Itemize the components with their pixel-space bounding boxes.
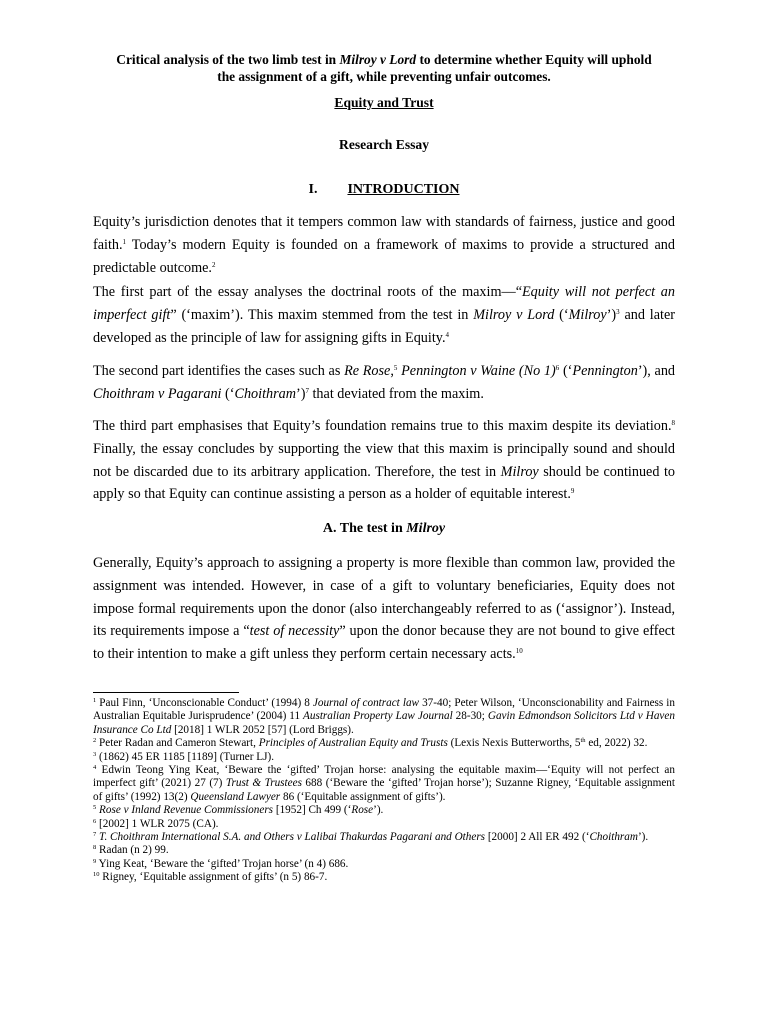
section-title: INTRODUCTION (347, 182, 460, 197)
footnotes (93, 697, 675, 885)
title-text-3: the assignment of a gift, while preventing unfair outcomes. (217, 68, 551, 84)
footnote-ref-4[interactable]: 4 (445, 330, 450, 339)
footnote-ref-10[interactable]: 10 (515, 647, 523, 656)
footnote-2: $^2$ Peter Radan and Cameron Stewart, Principles of Australian Equity and Trusts (Lexis Nexis Butterworths, 5th ed, 2022) 32. (93, 737, 648, 750)
footnote-ref-5[interactable]: 5 (393, 364, 398, 372)
title-text-1: Critical analysis of the two limb test in (116, 52, 340, 67)
footnote-9: $^9$ Ying Keat, ‘Beware the ‘gifted’ Trojan horse’ (n 4) 686. (93, 857, 349, 870)
footnote-ref-3[interactable]: 3 (616, 307, 620, 316)
section-heading (0, 182, 768, 198)
footnote-separator (93, 692, 239, 693)
footnote-ref-8[interactable]: 8 (671, 419, 675, 427)
paragraph-1: Equity’s jurisdiction denotes that it tempers common law with standards of fairness, justice and good faith.$^1$ Today’s modern Equity is founded on a framework of maxims to provide a structured and predictable outcome.$^2$ (93, 214, 675, 276)
title-text-2: to determine whether Equity will uphold (416, 52, 652, 67)
essay-title (90, 52, 678, 85)
essay-type-heading: Research Essay (339, 137, 429, 152)
paragraph-2: The first part of the essay analyses the doctrinal roots of the maxim—“Equity will not perfect an imperfect gift” (‘maxim’). This maxim stemmed from the test in Milroy v Lord (‘Milroy’)$^3$ and later developed as the principle of law for assigning gifts in Equity.$^4$ (93, 284, 675, 346)
footnote-ref-2[interactable]: 2 (211, 260, 216, 269)
footnote-1: $^1$ Paul Finn, ‘Unconscionable Conduct’ (1994) 8 Journal of contract law 37-40; Peter Wilson, ‘Unconscionability and Fairness in Australian Equitable Jurisprudence’ (2004) 11 Australian Property Law Journal 28-30; Gavin Edmondson Solicitors Ltd v Haven Insurance Co Ltd [2018] 1 WLR 2052 [57] (Lord Briggs). (93, 697, 675, 736)
footnote-6: $^6$ [2002] 1 WLR 2075 (CA). (93, 817, 219, 830)
footnote-ref-1[interactable]: 1 (122, 237, 127, 246)
footnote-ref-7[interactable]: 7 (305, 386, 309, 395)
footnote-3: $^3$ (1862) 45 ER 1185 [1189] (Turner LJ). (93, 750, 274, 763)
subsection-heading: A. The test in Milroy (322, 521, 446, 536)
paragraph-5: Generally, Equity’s approach to assigning a property is more flexible than common law, provided the assignment was intended. However, in case of a gift to voluntary beneficiaries, Equity does not impose formal requirements upon the donor (also interchangeably referred to as (‘assignor’). Instead, its requirements impose a “test of necessity” upon the donor because they are not bound to give effect to their intention to make a gift unless they perform certain necessary acts.$^{10}$ (93, 555, 675, 663)
paragraph-4: The third part emphasises that Equity’s foundation remains true to this maxim despite its deviation.$^8$ Finally, the essay concludes by supporting the view that this maxim is principally sound and should not be discarded due to its arbitrary application. Therefore, the test in Milroy should be continued to apply so that Equity can continue assisting a person as a holder of equitable interest.$^9$ (93, 418, 675, 503)
footnote-ref-9[interactable]: 9 (570, 487, 575, 496)
footnote-4: $^4$ Edwin Teong Ying Keat, ‘Beware the ‘gifted’ Trojan horse: analysing the equitable maxim—‘Equity will not perfect an imperfect gift’ (2021) 27 (7) Trust & Trustees 688 (‘Beware the ‘gifted’ Trojan horse’); Suzanne Rigney, ‘Equitable assignment of gifts’ (1992) 13(2) Queensland Lawyer 86 (‘Equitable assignment of gifts’). (93, 764, 676, 803)
footnote-8: $^8$ Radan (n 2) 99. (93, 844, 169, 857)
title-case-name: Milroy v Lord (339, 52, 417, 67)
subject-heading: Equity and Trust (334, 95, 434, 110)
footnote-10: $^{10}$ Rigney, ‘Equitable assignment of gifts’ (n 5) 86-7. (93, 871, 328, 884)
footnote-7: $^7$ T. Choithram International S.A. and Others v Lalibai Thakurdas Pagarani and Others [2000] 2 All ER 492 (‘Choithram’). (93, 831, 649, 844)
paragraph-3: The second part identifies the cases such as Re Rose,$^5$ Pennington v Waine (No 1)$^6$ (‘Pennington’), and Choithram v Pagarani (‘Choithram’)$^7$ that deviated from the maxim. (93, 363, 676, 402)
footnote-5: $^5$ Rose v Inland Revenue Commissioners [1952] Ch 499 (‘Rose’). (93, 804, 384, 817)
section-number: I. (308, 182, 318, 197)
footnote-ref-6[interactable]: 6 (555, 364, 560, 372)
